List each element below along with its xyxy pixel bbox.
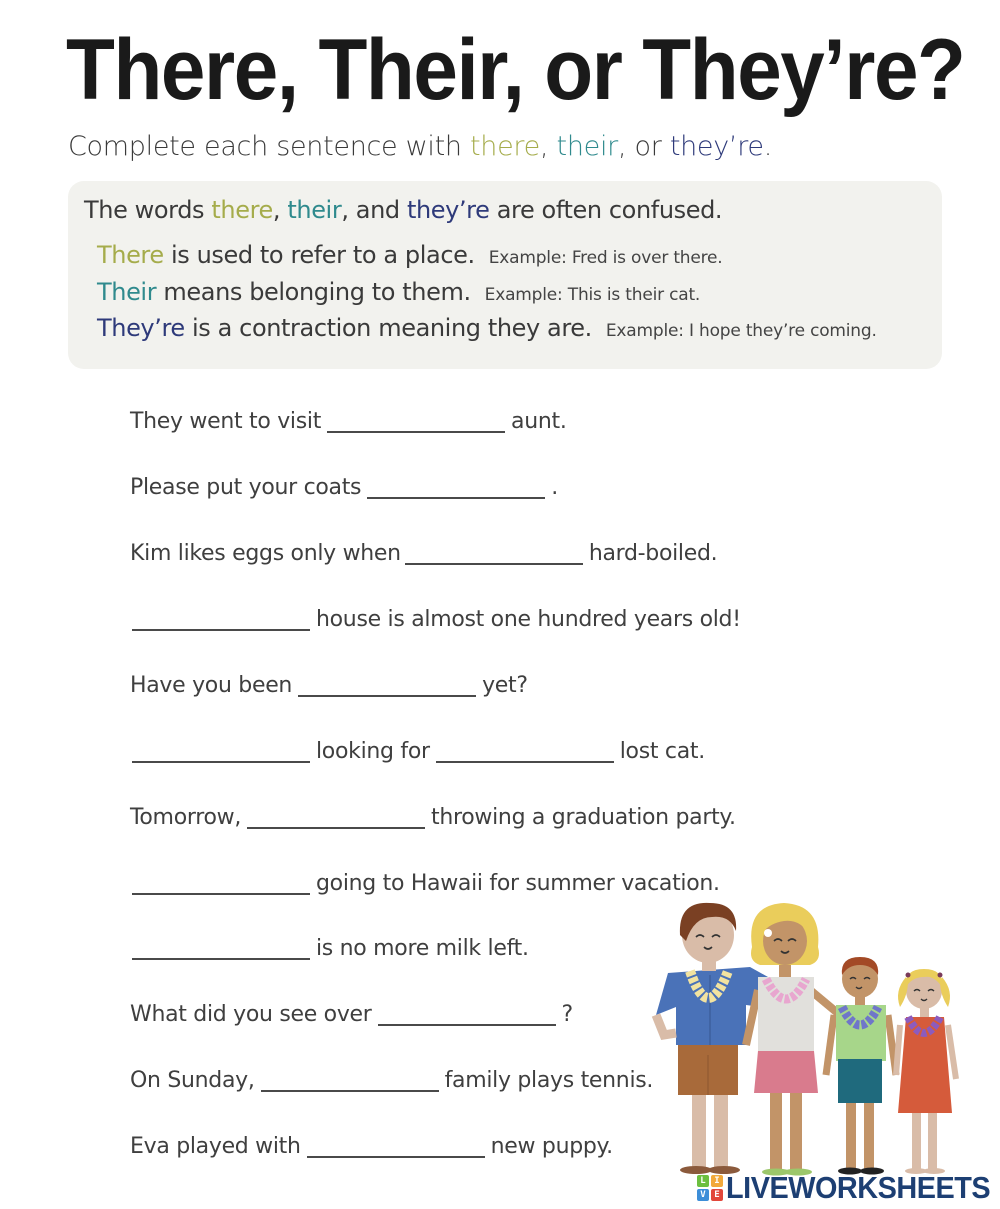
rule-word: There [97,241,164,269]
sentence-text: looking for [316,739,430,764]
logo-square: I [711,1175,723,1187]
rule-text: is used to refer to a place. [163,241,475,269]
separator: , or [617,131,670,162]
period: . [763,131,773,162]
sentence-6 [130,733,705,767]
rule-theyre [97,311,877,348]
sentence-10 [130,996,573,1030]
sentence-4 [130,601,741,635]
mom-figure-icon [746,903,840,1176]
answer-blank-11[interactable] [261,1066,439,1092]
sentence-text: Kim likes eggs only when [130,541,401,566]
family-illustration [650,895,970,1185]
sentence-12 [130,1128,613,1162]
logo-square: V [697,1189,709,1201]
word-there: there [470,131,540,162]
sentence-text: They went to visit [130,409,322,434]
answer-blank-7[interactable] [247,803,425,829]
rule-text: is a contraction meaning they are. [184,314,592,342]
logo-square: E [711,1189,723,1201]
answer-blank-3[interactable] [405,539,583,565]
logo-square: L [697,1175,709,1187]
answer-blank-5[interactable] [298,671,476,697]
liveworksheets-logo[interactable] [697,1172,1000,1204]
sentence-5 [130,667,528,701]
answer-blank-8[interactable] [132,869,310,895]
boy-figure-icon [826,957,896,1175]
sentence-11 [130,1062,653,1096]
instructions [68,128,772,166]
answer-blank-4[interactable] [132,605,310,631]
logo-text: LIVEWORKSHEETS [726,1170,991,1205]
answer-blank-9[interactable] [132,934,310,960]
rule-text: means belonging to them. [156,278,471,306]
sentence-text: Tomorrow, [130,805,242,830]
girl-figure-icon [896,969,956,1174]
sentence-1 [130,403,567,437]
sentence-text: Eva played with [130,1134,301,1159]
answer-blank-12[interactable] [307,1132,485,1158]
sentence-text: house is almost one hundred years old! [316,607,741,632]
answer-blank-1[interactable] [327,407,505,433]
rule-example: Example: This is their cat. [484,285,701,305]
sentence-3 [130,535,717,569]
sentence-text: aunt. [511,409,567,434]
sentence-9 [130,930,529,964]
answer-blank-2[interactable] [367,473,545,499]
rule-example: Example: Fred is over there. [488,248,723,268]
sentence-text: going to Hawaii for summer vacation. [316,871,720,896]
sentence-7 [130,799,736,833]
sentence-text: new puppy. [490,1134,613,1159]
word-their: their [287,196,342,224]
separator: , [539,131,557,162]
page-title: There, Their, or They’re? [66,22,965,118]
rule-example: Example: I hope they’re coming. [605,321,877,341]
word-their: their [556,131,618,162]
rule-their [97,275,700,312]
sentence-text: ? [561,1002,573,1027]
sentence-text: throwing a graduation party. [431,805,736,830]
rule-word: Their [97,278,157,306]
separator: , and [341,196,407,224]
sentence-8 [130,865,720,899]
info-lead [84,193,722,227]
separator: , [272,196,288,224]
sentence-text: hard-boiled. [588,541,718,566]
sentence-text: family plays tennis. [444,1068,654,1093]
sentence-text: lost cat. [619,739,705,764]
word-there: there [211,196,273,224]
word-theyre: they’re [669,131,764,162]
info-lead-text: The words [84,196,212,224]
rule-there [97,238,723,275]
instructions-text: Complete each sentence with [68,131,471,162]
sentence-text: What did you see over [130,1002,372,1027]
sentence-text: yet? [482,673,528,698]
answer-blank-6b[interactable] [436,737,614,763]
rule-word: They’re [97,314,185,342]
sentence-text: Have you been [130,673,293,698]
answer-blank-6a[interactable] [132,737,310,763]
sentence-text: . [551,475,558,500]
sentence-text: On Sunday, [130,1068,255,1093]
info-lead-suffix: are often confused. [489,196,723,224]
logo-squares-icon [697,1175,723,1201]
sentence-2 [130,469,558,503]
sentence-text: is no more milk left. [316,936,529,961]
rules-info-box [68,181,942,369]
answer-blank-10[interactable] [378,1000,556,1026]
sentence-text: Please put your coats [130,475,362,500]
word-theyre: they’re [406,196,490,224]
